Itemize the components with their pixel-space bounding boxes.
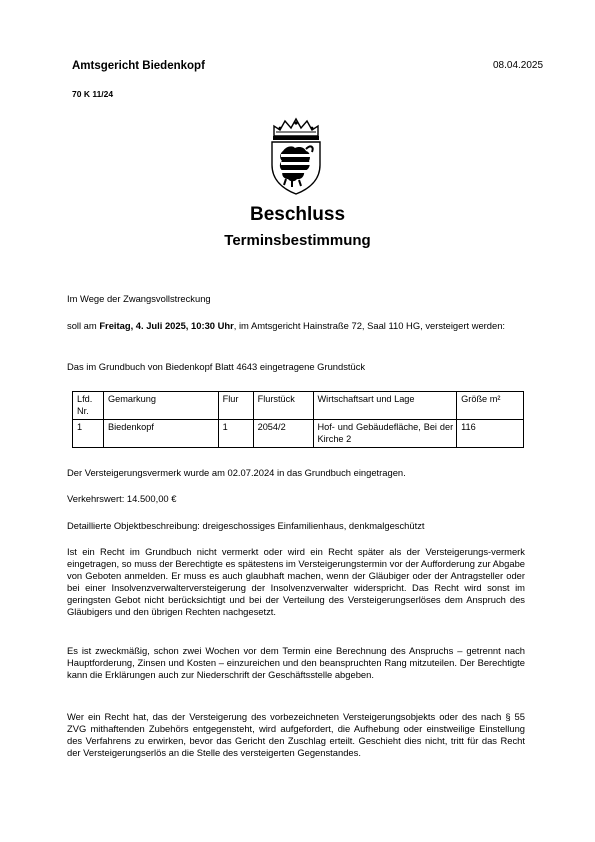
market-value: Verkehrswert: 14.500,00 € [67, 493, 177, 504]
rights-paragraph: Ist ein Recht im Grundbuch nicht vermerkt oder wird ein Recht später als der Versteigerungs-vermerk eingetragen, so muss der Berechtigte es spätestens im Versteigerungstermin vor der Aufforderung zur Abgabe von Geboten anmelden. Er muss es auch glaubhaft machen, wenn der Gläubiger oder der Antragsteller oder bei einer Insolvenzverwalterversteigerung der Insolvenzverwalter widerspricht. Das Recht wird sonst im geringsten Gebot nicht berücksichtigt und bei der Verteilung des Versteigerungserlöses dem Anspruch des Gläubigers und den übrigen Rechten nachgesetzt. [67, 546, 525, 617]
intro-text: Im Wege der Zwangsvollstreckung [67, 293, 211, 304]
table-header-cell: Wirtschaftsart und Lage [313, 392, 457, 420]
table-header-cell: Lfd. Nr. [73, 392, 104, 420]
claims-paragraph: Es ist zweckmäßig, schon zwei Wochen vor dem Termin eine Berechnung des Anspruchs – getrennt nach Hauptforderung, Zinsen und Kosten – einzureichen und den beanspruchten Rang mitzuteilen. Der Berechtigte kann die Erklärungen auch zur Niederschrift der Geschäftsstelle abgeben. [67, 645, 525, 680]
property-table [72, 391, 524, 448]
table-cell: 1 [218, 420, 253, 448]
opposition-paragraph: Wer ein Recht hat, das der Versteigerung des vorbezeichneten Versteigerungsobjekts oder des nach § 55 ZVG mithaftenden Zubehörs entgegensteht, wird aufgefordert, die Aufhebung oder einstweilige Einstellung des Verfahrens zu erwirken, bevor das Gericht den Zuschlag erteilt. Geschieht dies nicht, tritt für das Recht der Versteigerungserlös an die Stelle des versteigerten Gegenstandes. [67, 711, 525, 758]
object-description: Detaillierte Objektbeschreibung: dreigeschossiges Einfamilienhaus, denkmalgeschützt [67, 520, 425, 531]
court-name: Amtsgericht Biedenkopf [72, 60, 205, 72]
table-cell: 116 [457, 420, 524, 448]
auction-text [67, 320, 525, 332]
document-date: 08.04.2025 [493, 60, 544, 71]
table-header-cell: Gemarkung [103, 392, 218, 420]
table-header-cell: Flur [218, 392, 253, 420]
register-note: Der Versteigerungsvermerk wurde am 02.07.2024 in das Grundbuch eingetragen. [67, 467, 406, 478]
table-row [73, 420, 524, 448]
hessen-coat-of-arms-icon [268, 117, 324, 195]
table-header-cell: Flurstück [253, 392, 313, 420]
table-cell: Hof- und Gebäudefläche, Bei der Kirche 2 [313, 420, 457, 448]
auction-prefix: soll am [67, 320, 100, 331]
property-intro: Das im Grundbuch von Biedenkopf Blatt 4643 eingetragene Grundstück [67, 361, 366, 372]
table-header-row [73, 392, 524, 420]
file-number: 70 K 11/24 [72, 89, 114, 99]
table-header-cell: Größe m² [457, 392, 524, 420]
table-cell: 1 [73, 420, 104, 448]
table-cell: Biedenkopf [103, 420, 218, 448]
auction-suffix: , im Amtsgericht Hainstraße 72, Saal 110 HG, versteigert werden: [233, 320, 506, 331]
document-title: Beschluss [249, 204, 346, 225]
table-cell: 2054/2 [253, 420, 313, 448]
document-subtitle: Terminsbestimmung [224, 232, 371, 249]
auction-datetime: Freitag, 4. Juli 2025, 10:30 Uhr [99, 320, 234, 331]
